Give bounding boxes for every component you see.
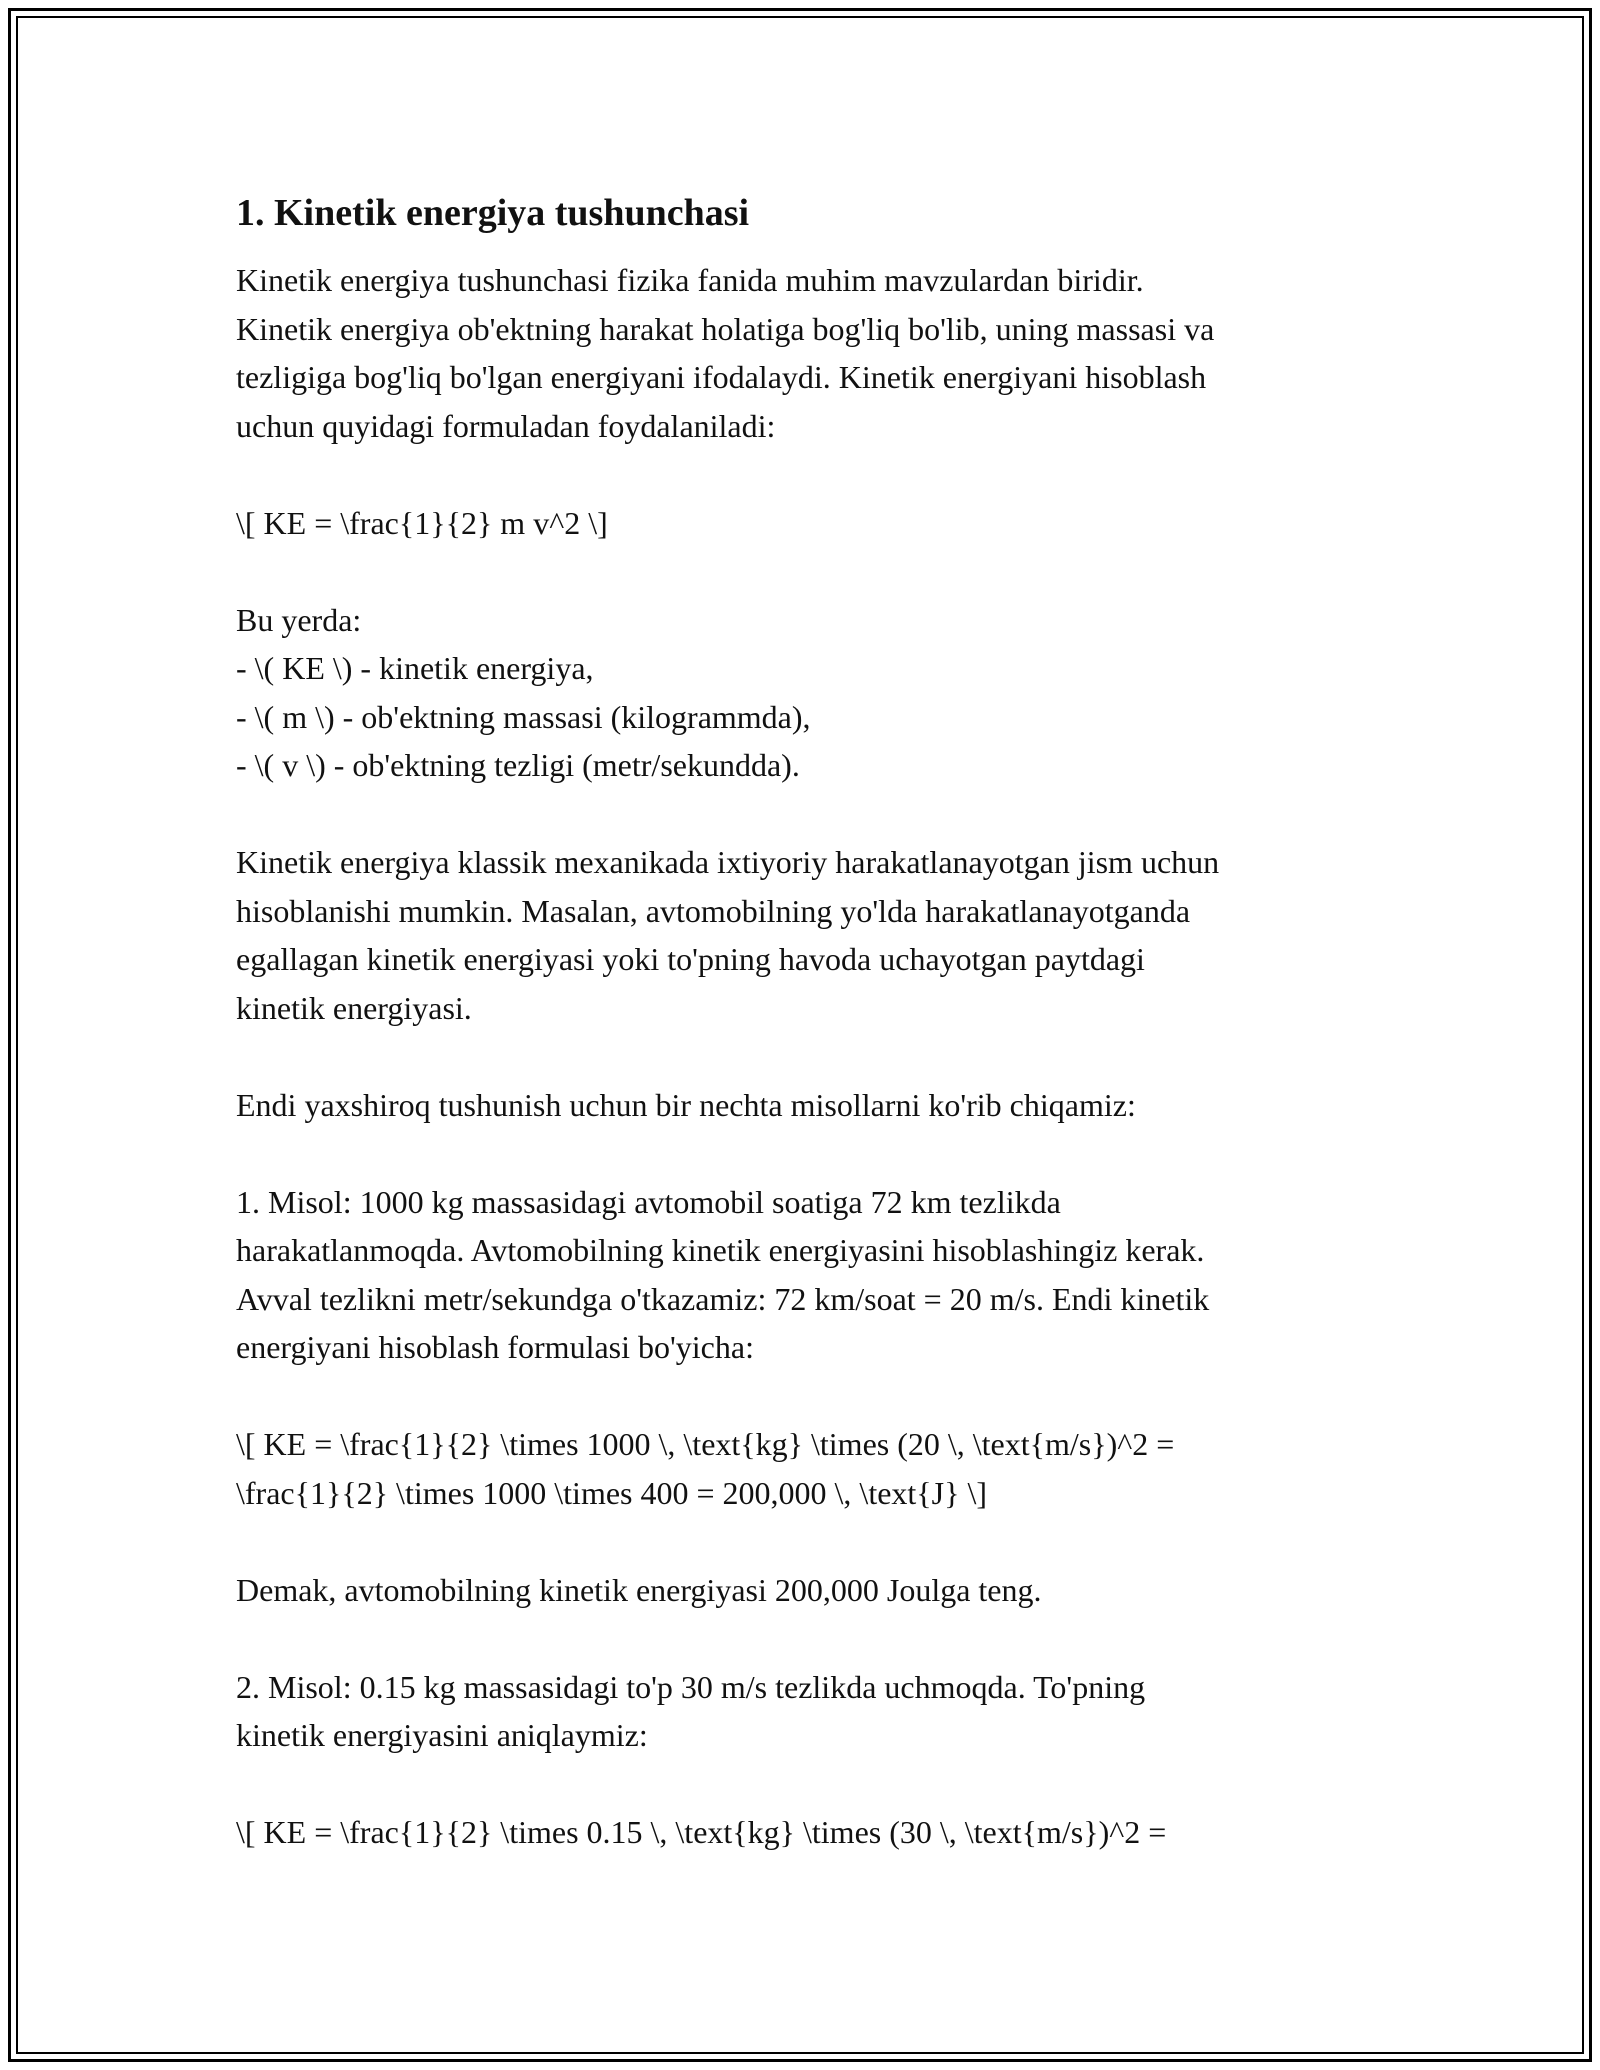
example-1-text: 1. Misol: 1000 kg massasidagi avtomobil soatiga 72 km tezlikda harakatlanmoqda. Avtomobilning kinetik energiyasini hisoblashingiz kerak. Avval tezlikni metr/sekundga o'tkazamiz: 72 km/soat = 20 m/s. Endi kinetik energiyani hisoblash formulasi bo'yicha: (236, 1183, 1210, 1365)
intro-paragraph: Kinetik energiya tushunchasi fizika fanida muhim mavzulardan biridir. Kinetik energiya ob'ektning harakat holatiga bog'liq bo'lib, uning massasi va tezligiga bog'liq bo'lgan energiyani ifodalaydi. Kinetik energiyani hisoblash uchun quyidagi formuladan foydalaniladi: (236, 262, 1215, 444)
example-1-result: Demak, avtomobilning kinetik energiyasi 200,000 Joulga teng. (236, 1571, 1042, 1608)
example-1-formula: \[ KE = \frac{1}{2} \times 1000 \, \text{kg} \times (20 \, \text{m/s})^2 = \frac{1}{2} \times 1000 \times 400 = 200,000 \, \text{J} \] (236, 1426, 1175, 1511)
explanation-paragraph: Kinetik energiya klassik mexanikada ixtiyoriy harakatlanayotgan jism uchun hisoblanishi mumkin. Masalan, avtomobilning yo'lda harakatlanayotganda egallagan kinetik energiyasi yoki to'pning havoda uchayotgan paytdagi kinetik energiyasi. (236, 844, 1220, 1026)
examples-intro: Endi yaxshiroq tushunish uchun bir nechta misollarni ko'rib chiqamiz: (236, 1086, 1136, 1123)
example-2-text: 2. Misol: 0.15 kg massasidagi to'p 30 m/s tezlikda uchmoqda. To'pning kinetik energiyasini aniqlaymiz: (236, 1668, 1146, 1753)
kinetic-energy-formula: \[ KE = \frac{1}{2} m v^2 \] (236, 504, 608, 541)
section-heading: 1. Kinetik energiya tushunchasi (236, 192, 750, 234)
example-2-formula: \[ KE = \frac{1}{2} \times 0.15 \, \text{kg} \times (30 \, \text{m/s})^2 = (236, 1814, 1167, 1850)
variable-definitions: Bu yerda: - \( KE \) - kinetik energiya, - \( m \) - ob'ektning massasi (kilogrammda), - \( v \) - ob'ektning tezligi (metr/sekundda). (236, 601, 811, 783)
document-body (236, 186, 1376, 1905)
